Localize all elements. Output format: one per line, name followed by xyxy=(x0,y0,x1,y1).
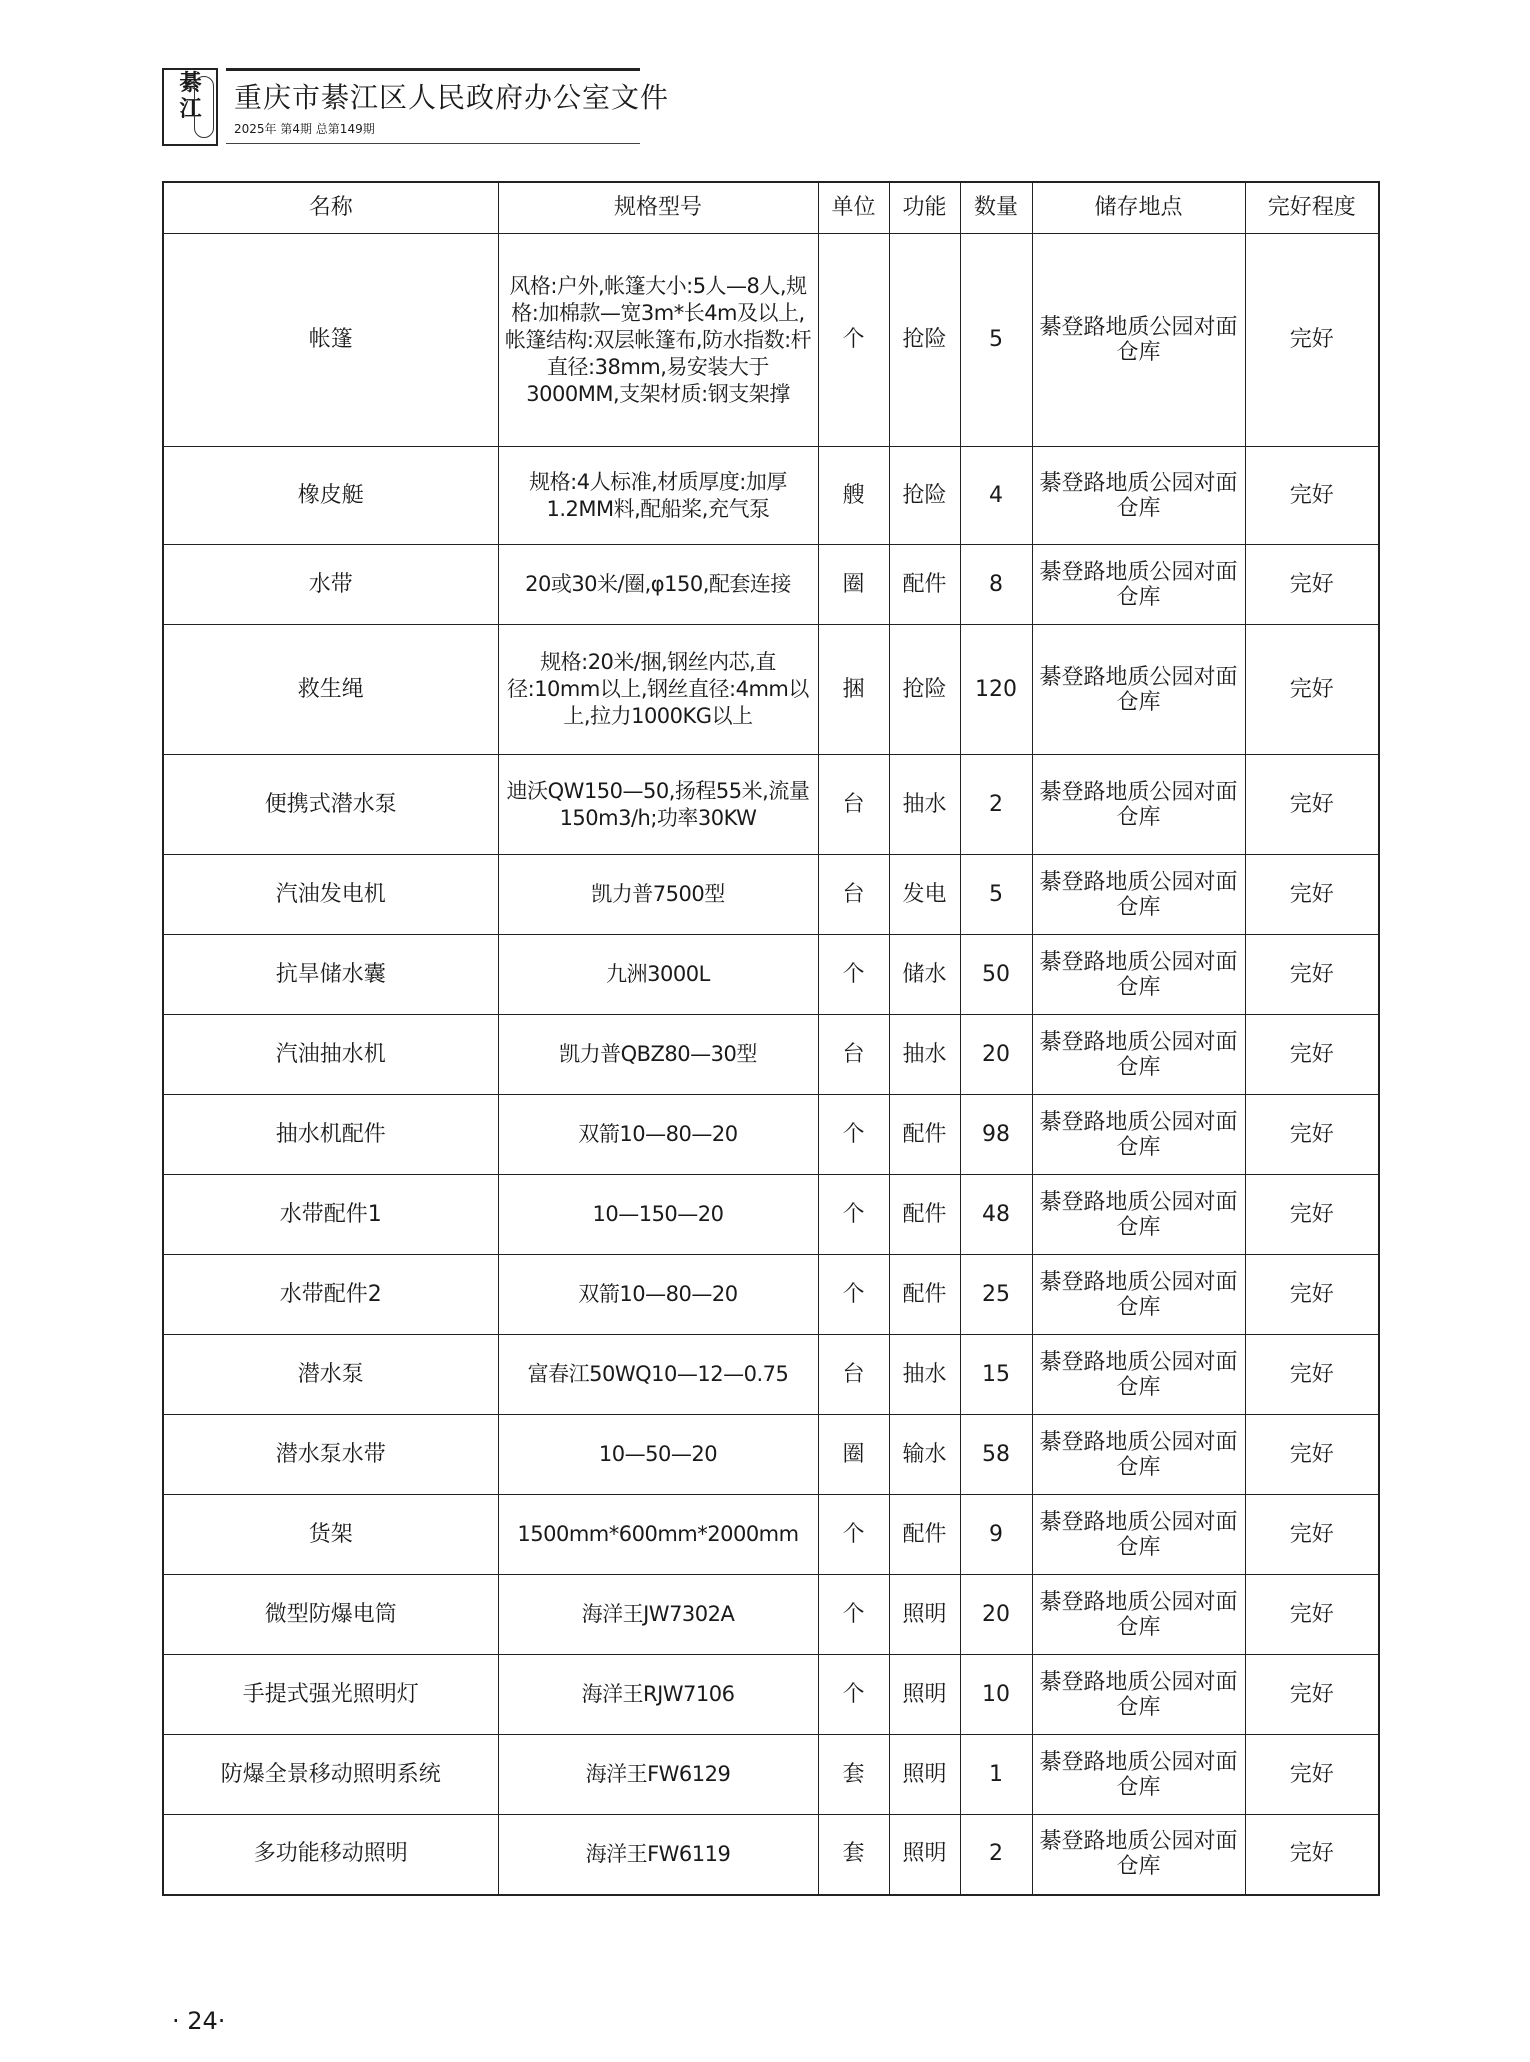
unit-cell: 个 xyxy=(818,1495,889,1575)
condition-cell: 完好 xyxy=(1245,447,1379,545)
function-cell: 照明 xyxy=(889,1575,960,1655)
function-cell: 配件 xyxy=(889,545,960,625)
location-cell: 綦登路地质公园对面仓库 xyxy=(1032,1015,1245,1095)
logo-char: 綦 xyxy=(179,70,201,96)
unit-cell: 个 xyxy=(818,935,889,1015)
quantity-cell: 5 xyxy=(960,234,1032,447)
logo-char: 江 xyxy=(179,96,201,122)
condition-cell: 完好 xyxy=(1245,1655,1379,1735)
function-cell: 配件 xyxy=(889,1175,960,1255)
quantity-cell: 4 xyxy=(960,447,1032,545)
condition-cell: 完好 xyxy=(1245,1175,1379,1255)
function-cell: 照明 xyxy=(889,1815,960,1895)
condition-cell: 完好 xyxy=(1245,234,1379,447)
name-cell: 水带 xyxy=(163,545,498,625)
spec-cell: 富春江50WQ10—12—0.75 xyxy=(498,1335,818,1415)
name-cell: 潜水泵水带 xyxy=(163,1415,498,1495)
quantity-cell: 58 xyxy=(960,1415,1032,1495)
table-row xyxy=(163,1415,1379,1495)
function-cell: 照明 xyxy=(889,1735,960,1815)
name-cell: 水带配件2 xyxy=(163,1255,498,1335)
quantity-cell: 20 xyxy=(960,1575,1032,1655)
name-cell: 便携式潜水泵 xyxy=(163,755,498,855)
quantity-cell: 20 xyxy=(960,1015,1032,1095)
table-row xyxy=(163,1175,1379,1255)
condition-cell: 完好 xyxy=(1245,1335,1379,1415)
column-header: 完好程度 xyxy=(1245,182,1379,234)
function-cell: 抽水 xyxy=(889,1015,960,1095)
location-cell: 綦登路地质公园对面仓库 xyxy=(1032,234,1245,447)
quantity-cell: 5 xyxy=(960,855,1032,935)
table-row xyxy=(163,855,1379,935)
quantity-cell: 15 xyxy=(960,1335,1032,1415)
function-cell: 配件 xyxy=(889,1255,960,1335)
location-cell: 綦登路地质公园对面仓库 xyxy=(1032,1335,1245,1415)
location-cell: 綦登路地质公园对面仓库 xyxy=(1032,1655,1245,1735)
name-cell: 汽油抽水机 xyxy=(163,1015,498,1095)
spec-cell: 双箭10—80—20 xyxy=(498,1095,818,1175)
spec-cell: 海洋王JW7302A xyxy=(498,1575,818,1655)
location-cell: 綦登路地质公园对面仓库 xyxy=(1032,1415,1245,1495)
quantity-cell: 50 xyxy=(960,935,1032,1015)
condition-cell: 完好 xyxy=(1245,755,1379,855)
function-cell: 抽水 xyxy=(889,1335,960,1415)
table-row xyxy=(163,1335,1379,1415)
table-header-row xyxy=(163,182,1379,234)
quantity-cell: 25 xyxy=(960,1255,1032,1335)
page-number: · 24· xyxy=(172,2007,226,2035)
spec-cell: 规格:20米/捆,钢丝内芯,直径:10mm以上,钢丝直径:4mm以上,拉力1000KG以上 xyxy=(498,625,818,755)
spec-cell: 双箭10—80—20 xyxy=(498,1255,818,1335)
location-cell: 綦登路地质公园对面仓库 xyxy=(1032,1095,1245,1175)
unit-cell: 个 xyxy=(818,1175,889,1255)
name-cell: 橡皮艇 xyxy=(163,447,498,545)
function-cell: 配件 xyxy=(889,1495,960,1575)
quantity-cell: 48 xyxy=(960,1175,1032,1255)
condition-cell: 完好 xyxy=(1245,625,1379,755)
inventory-table xyxy=(162,181,1380,1896)
location-cell: 綦登路地质公园对面仓库 xyxy=(1032,1815,1245,1895)
unit-cell: 台 xyxy=(818,755,889,855)
name-cell: 抗旱储水囊 xyxy=(163,935,498,1015)
function-cell: 配件 xyxy=(889,1095,960,1175)
unit-cell: 个 xyxy=(818,1095,889,1175)
spec-cell: 海洋王FW6129 xyxy=(498,1735,818,1815)
table-row xyxy=(163,447,1379,545)
spec-cell: 风格:户外,帐篷大小:5人—8人,规格:加棉款—宽3m*长4m及以上,帐篷结构:双层帐篷布,防水指数:杆直径:38mm,易安装大于3000MM,支架材质:钢支架撑 xyxy=(498,234,818,447)
condition-cell: 完好 xyxy=(1245,545,1379,625)
unit-cell: 台 xyxy=(818,855,889,935)
column-header: 单位 xyxy=(818,182,889,234)
location-cell: 綦登路地质公园对面仓库 xyxy=(1032,1495,1245,1575)
unit-cell: 套 xyxy=(818,1735,889,1815)
name-cell: 救生绳 xyxy=(163,625,498,755)
function-cell: 输水 xyxy=(889,1415,960,1495)
spec-cell: 凯力普7500型 xyxy=(498,855,818,935)
quantity-cell: 1 xyxy=(960,1735,1032,1815)
column-header: 规格型号 xyxy=(498,182,818,234)
table-row xyxy=(163,1735,1379,1815)
name-cell: 抽水机配件 xyxy=(163,1095,498,1175)
spec-cell: 迪沃QW150—50,扬程55米,流量150m3/h;功率30KW xyxy=(498,755,818,855)
table-row xyxy=(163,1655,1379,1735)
table-row xyxy=(163,234,1379,447)
condition-cell: 完好 xyxy=(1245,855,1379,935)
unit-cell: 套 xyxy=(818,1815,889,1895)
column-header: 功能 xyxy=(889,182,960,234)
unit-cell: 个 xyxy=(818,1575,889,1655)
quantity-cell: 8 xyxy=(960,545,1032,625)
condition-cell: 完好 xyxy=(1245,1015,1379,1095)
table-row xyxy=(163,545,1379,625)
function-cell: 抢险 xyxy=(889,447,960,545)
spec-cell: 规格:4人标准,材质厚度:加厚1.2MM料,配船桨,充气泵 xyxy=(498,447,818,545)
location-cell: 綦登路地质公园对面仓库 xyxy=(1032,755,1245,855)
qijiang-logo xyxy=(162,68,218,146)
function-cell: 抽水 xyxy=(889,755,960,855)
spec-cell: 10—50—20 xyxy=(498,1415,818,1495)
quantity-cell: 2 xyxy=(960,755,1032,855)
location-cell: 綦登路地质公园对面仓库 xyxy=(1032,625,1245,755)
unit-cell: 台 xyxy=(818,1335,889,1415)
column-header: 名称 xyxy=(163,182,498,234)
seal-icon xyxy=(194,76,214,138)
quantity-cell: 120 xyxy=(960,625,1032,755)
document-title: 重庆市綦江区人民政府办公室文件 xyxy=(234,81,670,114)
spec-cell: 10—150—20 xyxy=(498,1175,818,1255)
table-row xyxy=(163,1815,1379,1895)
unit-cell: 圈 xyxy=(818,1415,889,1495)
table-row xyxy=(163,755,1379,855)
spec-cell: 海洋王FW6119 xyxy=(498,1815,818,1895)
location-cell: 綦登路地质公园对面仓库 xyxy=(1032,447,1245,545)
column-header: 数量 xyxy=(960,182,1032,234)
table-body xyxy=(163,234,1379,1895)
unit-cell: 个 xyxy=(818,1255,889,1335)
unit-cell: 个 xyxy=(818,1655,889,1735)
name-cell: 货架 xyxy=(163,1495,498,1575)
table-row xyxy=(163,1095,1379,1175)
spec-cell: 九洲3000L xyxy=(498,935,818,1015)
spec-cell: 凯力普QBZ80—30型 xyxy=(498,1015,818,1095)
document-header xyxy=(162,68,670,150)
issue-info: 2025年 第4期 总第149期 xyxy=(234,122,375,136)
header-rule-top xyxy=(226,68,640,71)
location-cell: 綦登路地质公园对面仓库 xyxy=(1032,1175,1245,1255)
location-cell: 綦登路地质公园对面仓库 xyxy=(1032,935,1245,1015)
unit-cell: 艘 xyxy=(818,447,889,545)
table-row xyxy=(163,1015,1379,1095)
table-row xyxy=(163,935,1379,1015)
function-cell: 发电 xyxy=(889,855,960,935)
name-cell: 汽油发电机 xyxy=(163,855,498,935)
condition-cell: 完好 xyxy=(1245,1495,1379,1575)
condition-cell: 完好 xyxy=(1245,1415,1379,1495)
location-cell: 綦登路地质公园对面仓库 xyxy=(1032,1735,1245,1815)
quantity-cell: 2 xyxy=(960,1815,1032,1895)
condition-cell: 完好 xyxy=(1245,1735,1379,1815)
condition-cell: 完好 xyxy=(1245,1095,1379,1175)
unit-cell: 捆 xyxy=(818,625,889,755)
name-cell: 微型防爆电筒 xyxy=(163,1575,498,1655)
name-cell: 手提式强光照明灯 xyxy=(163,1655,498,1735)
table-row xyxy=(163,625,1379,755)
condition-cell: 完好 xyxy=(1245,1815,1379,1895)
location-cell: 綦登路地质公园对面仓库 xyxy=(1032,855,1245,935)
column-header: 储存地点 xyxy=(1032,182,1245,234)
condition-cell: 完好 xyxy=(1245,1255,1379,1335)
condition-cell: 完好 xyxy=(1245,1575,1379,1655)
spec-cell: 20或30米/圈,φ150,配套连接 xyxy=(498,545,818,625)
table-row xyxy=(163,1575,1379,1655)
header-rule-bottom xyxy=(226,143,640,144)
name-cell: 潜水泵 xyxy=(163,1335,498,1415)
quantity-cell: 9 xyxy=(960,1495,1032,1575)
name-cell: 水带配件1 xyxy=(163,1175,498,1255)
unit-cell: 台 xyxy=(818,1015,889,1095)
function-cell: 抢险 xyxy=(889,625,960,755)
spec-cell: 海洋王RJW7106 xyxy=(498,1655,818,1735)
location-cell: 綦登路地质公园对面仓库 xyxy=(1032,1255,1245,1335)
table-row xyxy=(163,1255,1379,1335)
name-cell: 防爆全景移动照明系统 xyxy=(163,1735,498,1815)
quantity-cell: 98 xyxy=(960,1095,1032,1175)
name-cell: 帐篷 xyxy=(163,234,498,447)
table-row xyxy=(163,1495,1379,1575)
location-cell: 綦登路地质公园对面仓库 xyxy=(1032,545,1245,625)
location-cell: 綦登路地质公园对面仓库 xyxy=(1032,1575,1245,1655)
name-cell: 多功能移动照明 xyxy=(163,1815,498,1895)
quantity-cell: 10 xyxy=(960,1655,1032,1735)
unit-cell: 个 xyxy=(818,234,889,447)
function-cell: 照明 xyxy=(889,1655,960,1735)
unit-cell: 圈 xyxy=(818,545,889,625)
function-cell: 抢险 xyxy=(889,234,960,447)
function-cell: 储水 xyxy=(889,935,960,1015)
condition-cell: 完好 xyxy=(1245,935,1379,1015)
spec-cell: 1500mm*600mm*2000mm xyxy=(498,1495,818,1575)
